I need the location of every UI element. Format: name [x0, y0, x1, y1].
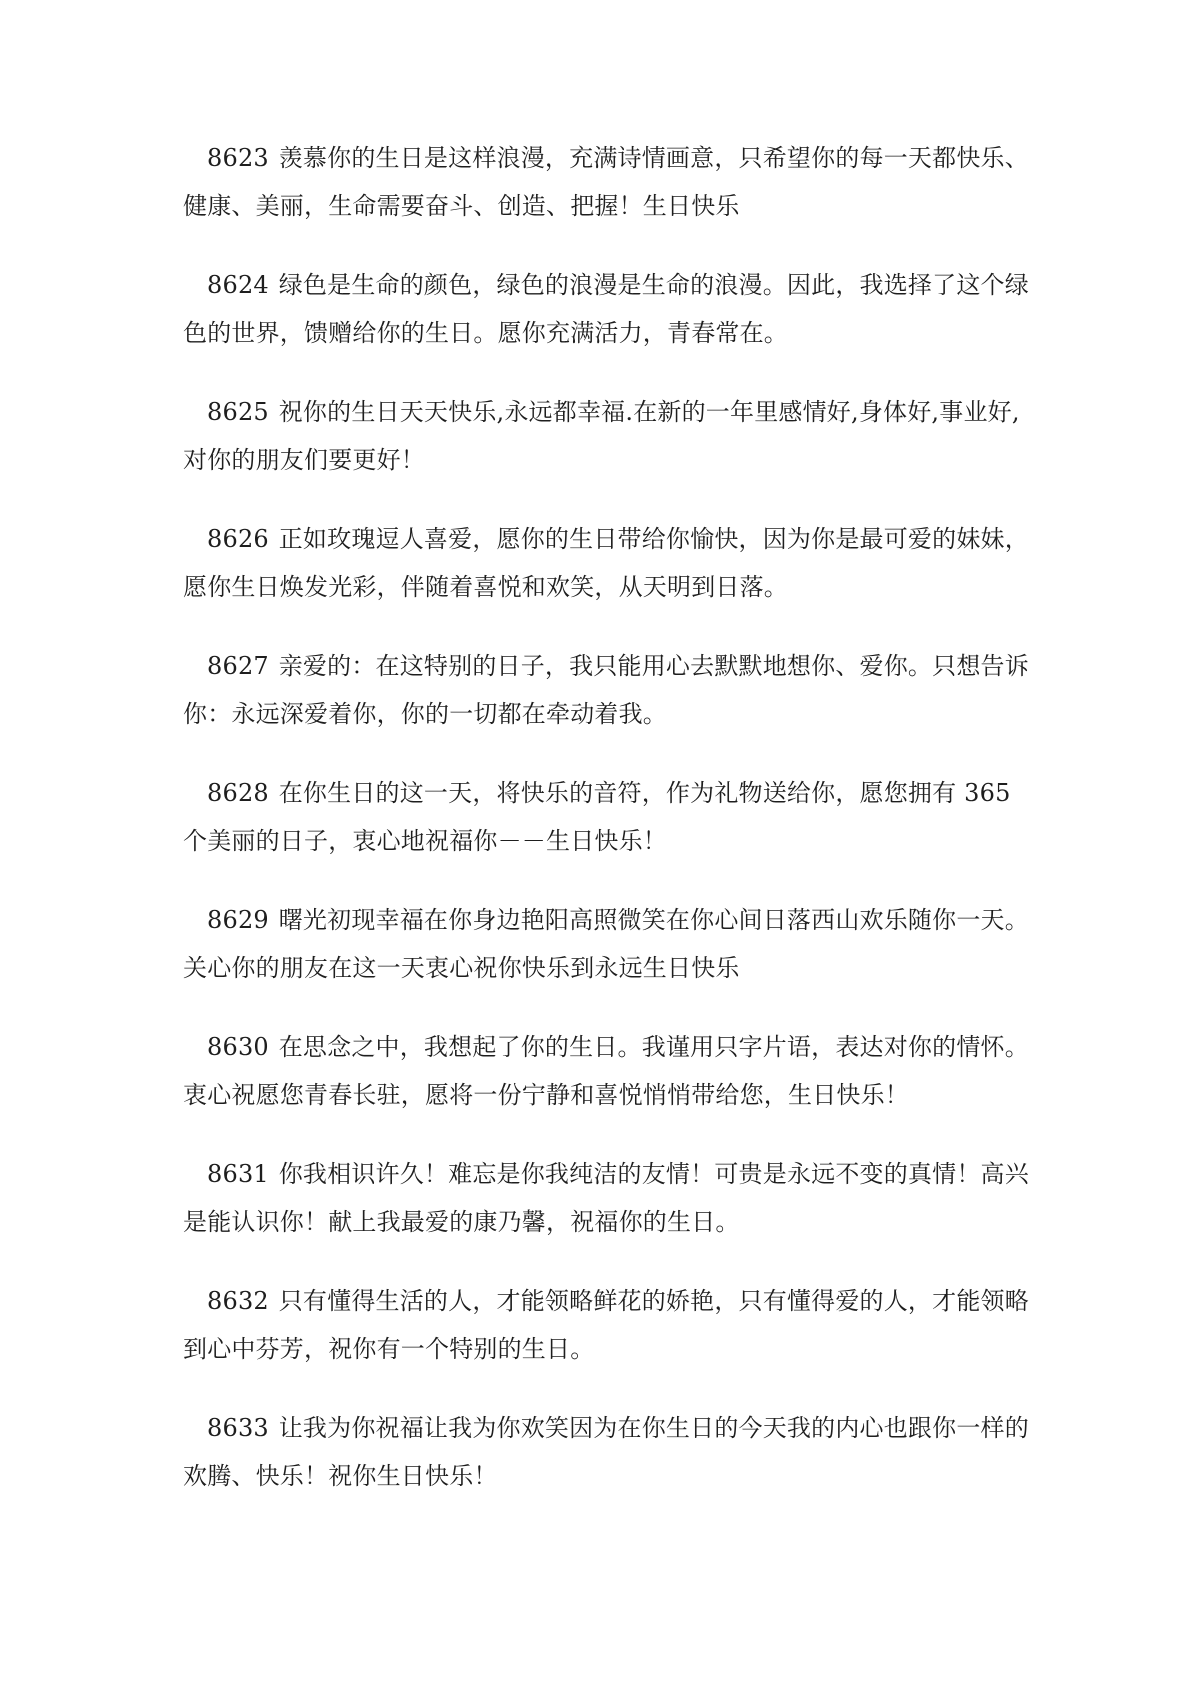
wish-number: 8629 [207, 906, 269, 934]
wish-paragraph [183, 769, 1033, 865]
wish-number: 8630 [207, 1033, 269, 1061]
wish-text: 在你生日的这一天，将快乐的音符，作为礼物送给你，愿您拥有 365 个美丽的日子，衷心地祝福你－－生日快乐！ [183, 779, 1011, 855]
wish-text: 祝你的生日天天快乐,永远都幸福.在新的一年里感情好,身体好,事业好,对你的朋友们要更好！ [183, 398, 1020, 474]
wish-paragraph [183, 1277, 1033, 1373]
wish-text: 正如玫瑰逗人喜爱，愿你的生日带给你愉快，因为你是最可爱的妹妹，愿你生日焕发光彩，伴随着喜悦和欢笑，从天明到日落。 [183, 525, 1029, 601]
wish-paragraph [183, 388, 1033, 484]
document-body [183, 134, 1033, 1531]
wish-paragraph [183, 1404, 1033, 1500]
wish-number: 8627 [207, 652, 269, 680]
wish-text: 曙光初现幸福在你身边艳阳高照微笑在你心间日落西山欢乐随你一天。关心你的朋友在这一天衷心祝你快乐到永远生日快乐 [183, 906, 1029, 982]
wish-paragraph [183, 896, 1033, 992]
wish-text: 亲爱的：在这特别的日子，我只能用心去默默地想你、爱你。只想告诉你：永远深爱着你，你的一切都在牵动着我。 [183, 652, 1029, 728]
wish-paragraph [183, 134, 1033, 230]
wish-text: 你我相识许久！难忘是你我纯洁的友情！可贵是永远不变的真情！高兴是能认识你！献上我最爱的康乃馨，祝福你的生日。 [183, 1160, 1029, 1236]
wish-paragraph [183, 515, 1033, 611]
wish-paragraph [183, 1023, 1033, 1119]
wish-paragraph [183, 1150, 1033, 1246]
wish-text: 羡慕你的生日是这样浪漫，充满诗情画意，只希望你的每一天都快乐、健康、美丽，生命需要奋斗、创造、把握！生日快乐 [183, 144, 1029, 220]
wish-number: 8631 [207, 1160, 269, 1188]
wish-number: 8632 [207, 1287, 269, 1315]
wish-number: 8625 [207, 398, 269, 426]
wish-text: 在思念之中，我想起了你的生日。我谨用只字片语，表达对你的情怀。衷心祝愿您青春长驻，愿将一份宁静和喜悦悄悄带给您，生日快乐！ [183, 1033, 1029, 1109]
wish-text: 让我为你祝福让我为你欢笑因为在你生日的今天我的内心也跟你一样的欢腾、快乐！祝你生日快乐！ [183, 1414, 1029, 1490]
wish-number: 8624 [207, 271, 269, 299]
wish-number: 8626 [207, 525, 269, 553]
wish-text: 绿色是生命的颜色，绿色的浪漫是生命的浪漫。因此，我选择了这个绿色的世界，馈赠给你的生日。愿你充满活力，青春常在。 [183, 271, 1029, 347]
wish-number: 8633 [207, 1414, 269, 1442]
wish-number: 8623 [207, 144, 269, 172]
wish-text: 只有懂得生活的人，才能领略鲜花的娇艳，只有懂得爱的人，才能领略到心中芬芳，祝你有一个特别的生日。 [183, 1287, 1029, 1363]
wish-paragraph [183, 261, 1033, 357]
wish-paragraph [183, 642, 1033, 738]
wish-number: 8628 [207, 779, 269, 807]
